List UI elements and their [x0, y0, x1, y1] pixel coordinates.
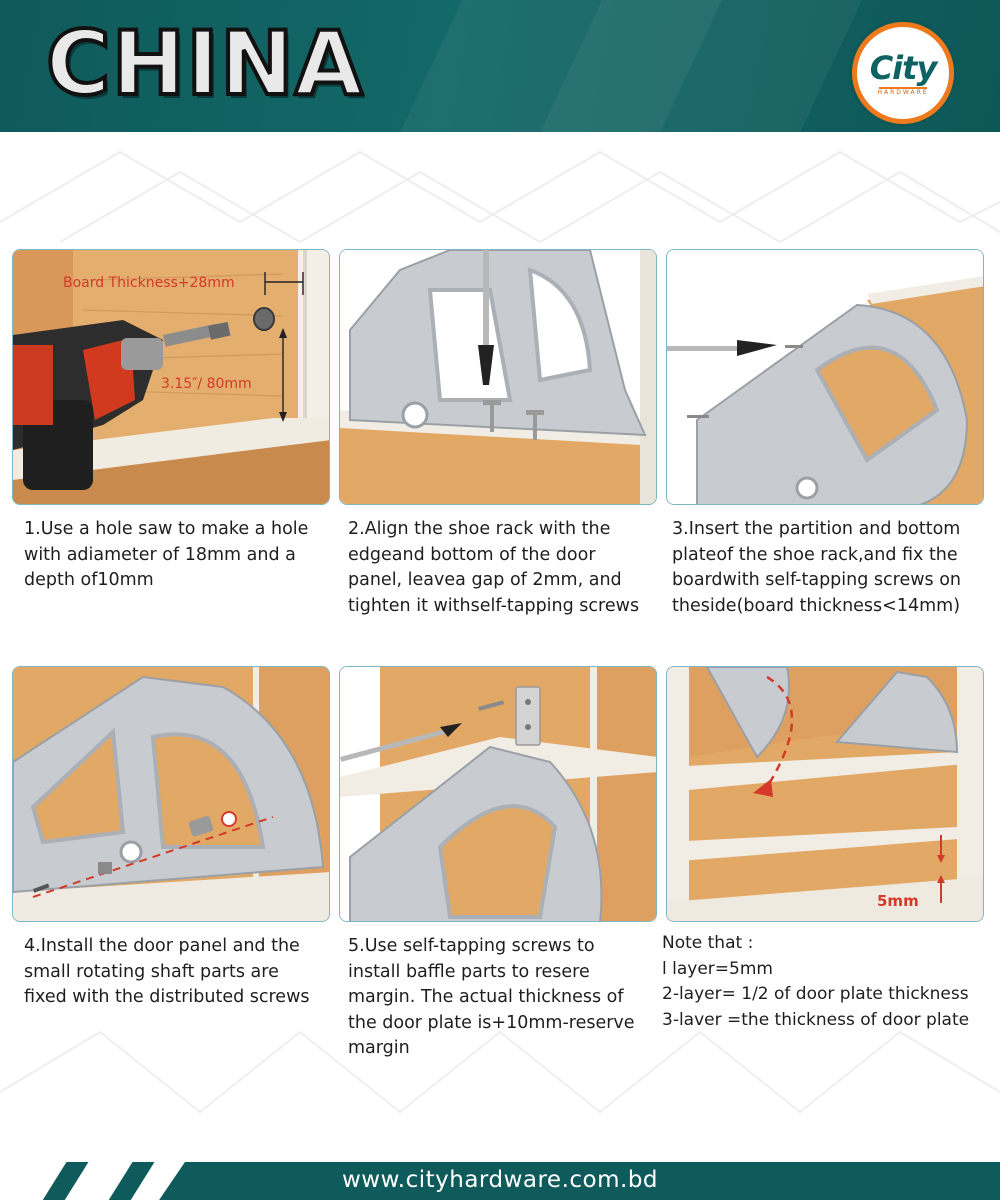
step-3-caption [672, 517, 1000, 619]
step-5-caption [348, 934, 678, 1062]
caption-line: 2.Align the shoe rack with the [348, 519, 611, 539]
step-1-caption [24, 517, 354, 594]
caption-line: boardwith self-tapping screws on [672, 570, 962, 590]
caption-line: the door plate is+10mm-reserve [348, 1012, 635, 1033]
logo-text: City [869, 49, 937, 87]
caption-line: 2-layer= 1/2 of door plate thickness [662, 984, 969, 1004]
caption-line: 5.Use self-tapping screws to [348, 936, 595, 956]
step-1-image [12, 249, 330, 505]
align-bracket-illustration [340, 250, 657, 505]
caption-line: panel, leavea gap of 2mm, and [348, 570, 622, 590]
header-banner [0, 0, 1000, 132]
step-4-image [12, 666, 330, 922]
step-3-image [666, 249, 984, 505]
gap-measure-label: 5mm [877, 892, 919, 910]
step-4-caption [24, 934, 354, 1011]
partition-illustration [667, 250, 984, 505]
baffle-illustration [340, 667, 657, 922]
brand-title: CHINA [46, 12, 364, 115]
caption-line: margin. The actual thickness of [348, 987, 624, 1007]
caption-line: theside(board thickness<14mm) [672, 595, 961, 616]
website-link[interactable]: www.cityhardware.com.bd [341, 1167, 659, 1193]
caption-line: install baffle parts to resere [348, 961, 590, 982]
caption-line: small rotating shaft parts are [24, 961, 279, 982]
caption-line: edgeand bottom of the door [348, 544, 596, 565]
logo-subtext: HARDWARE [877, 89, 929, 96]
step-6-image [666, 666, 984, 922]
step-5-image [339, 666, 657, 922]
board-thickness-label: Board Thickness+28mm [63, 275, 235, 291]
caption-line: 3-laver =the thickness of door plate [662, 1009, 970, 1030]
caption-line: Note that : [662, 933, 754, 953]
step-2-image [339, 249, 657, 505]
note-caption [662, 931, 992, 1033]
caption-line: with adiameter of 18mm and a [24, 544, 296, 565]
caption-line: fixed with the distributed screws [24, 987, 310, 1007]
rotating-shaft-illustration [13, 667, 330, 922]
step-2-caption [348, 517, 678, 619]
caption-line: 1.Use a hole saw to make a hole [24, 519, 309, 539]
caption-line: l layer=5mm [662, 958, 773, 979]
city-logo[interactable] [852, 22, 954, 124]
caption-line: 3.Insert the partition and bottom [672, 519, 961, 539]
caption-line: depth of10mm [24, 570, 154, 590]
footer-bar [0, 1162, 1000, 1200]
caption-line: margin [348, 1038, 410, 1058]
caption-line: plateof the shoe rack,and fix the [672, 544, 958, 565]
layer-gap-illustration [667, 667, 984, 922]
caption-line: tighten it withself-tapping screws [348, 595, 640, 616]
caption-line: 4.Install the door panel and the [24, 936, 300, 956]
depth-label: 3.15″/ 80mm [161, 376, 252, 392]
